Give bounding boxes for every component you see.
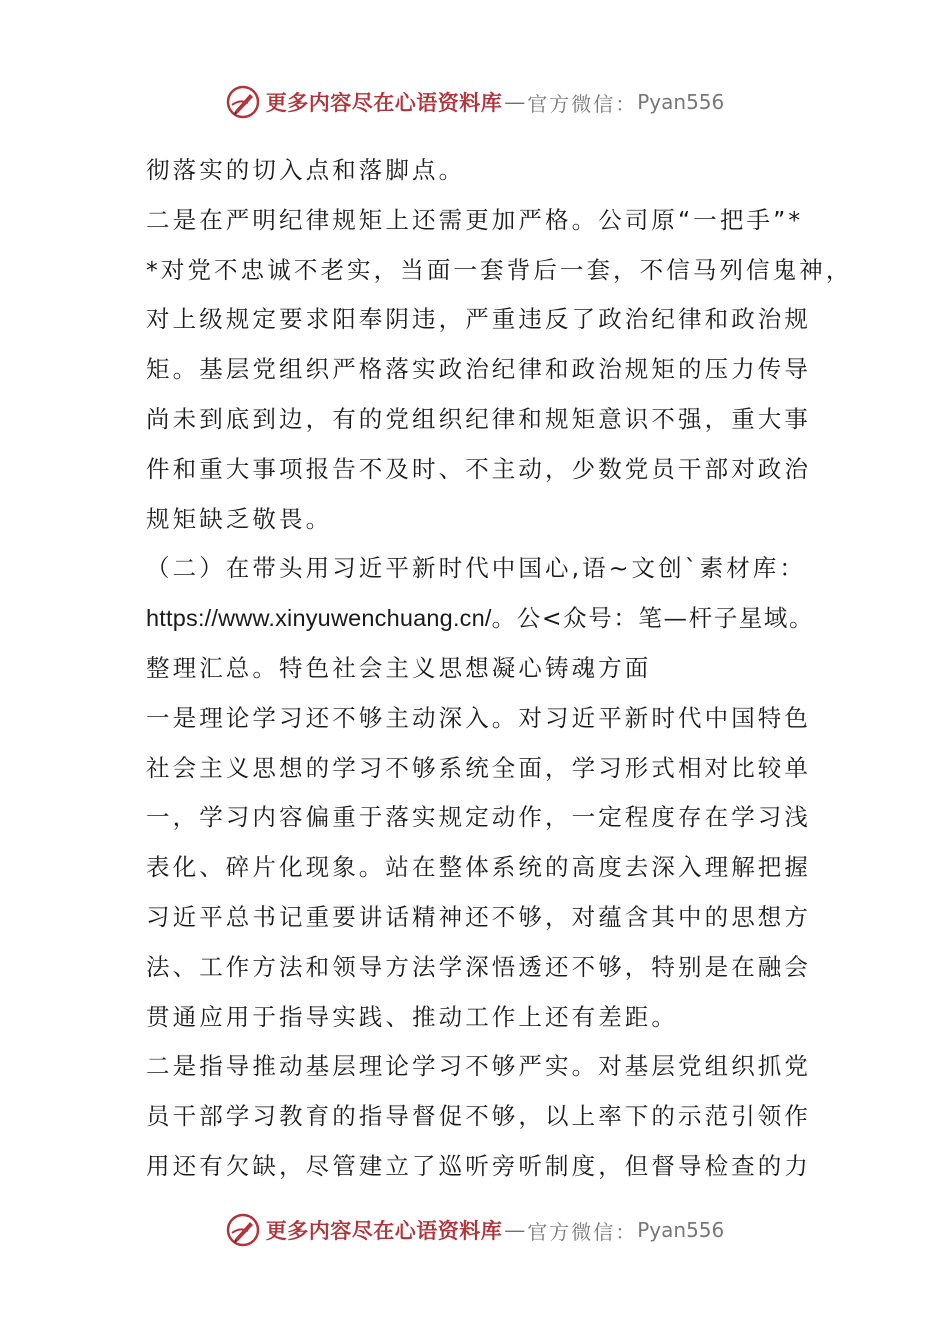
body-line: 贯通应用于指导实践、推动工作上还有差距。	[146, 1002, 678, 1031]
body-line: 习近平总书记重要讲话精神还不够，对蕴含其中的思想方	[146, 902, 811, 931]
pen-logo-icon	[226, 85, 260, 119]
footer-banner	[0, 1210, 950, 1250]
body-line: 员干部学习教育的指导督促不够，以上率下的示范引领作	[146, 1102, 811, 1131]
body-line: 件和重大事项报告不及时、不主动，少数党员干部对政治	[146, 454, 811, 483]
banner-wechat-id: Pyan556	[637, 1218, 725, 1242]
body-line: 二是在严明纪律规矩上还需更加严格。公司原“一把手”*	[146, 205, 804, 234]
body-line: 二是指导推动基层理论学习不够严实。对基层党组织抓党	[146, 1052, 811, 1081]
body-line: 用还有欠缺，尽管建立了巡听旁听制度，但督导检查的力	[146, 1151, 811, 1180]
body-line: 彻落实的切入点和落脚点。	[146, 156, 466, 184]
website-url: https://www.xinyuwenchuang.cn/	[146, 605, 492, 632]
banner-title: 更多内容尽在心语资料库	[265, 1218, 503, 1243]
body-line: 一，学习内容偏重于落实规定动作，一定程度存在学习浅	[146, 803, 811, 832]
body-line: 规矩缺乏敬畏。	[146, 504, 333, 533]
url-line	[146, 594, 826, 644]
body-line: 一是理论学习还不够主动深入。对习近平新时代中国特色	[146, 703, 811, 732]
body-line: 对上级规定要求阳奉阴违，严重违反了政治纪律和政治规	[146, 305, 811, 334]
body-line: 表化、碎片化现象。站在整体系统的高度去深入理解把握	[146, 853, 811, 882]
body-line: 矩。基层党组织严格落实政治纪律和政治规矩的压力传导	[146, 355, 811, 384]
banner-title: 更多内容尽在心语资料库	[265, 90, 503, 115]
pen-logo-icon	[226, 1213, 260, 1247]
banner-subtitle: 官方微信：	[527, 91, 638, 116]
body-line: 社会主义思想的学习不够系统全面，学习形式相对比较单	[146, 753, 811, 782]
body-line: 法、工作方法和领导方法学深悟透还不够，特别是在融会	[146, 952, 811, 981]
header-banner	[0, 82, 950, 122]
banner-dash: —	[504, 1218, 526, 1242]
body-line: *对党不忠诚不老实，当面一套背后一套，不信马列信鬼神，	[146, 255, 853, 284]
document-body	[146, 146, 853, 1192]
body-line: 尚未到底到边，有的党组织纪律和规矩意识不强，重大事	[146, 404, 811, 433]
banner-wechat-id: Pyan556	[637, 90, 725, 114]
body-line: 整理汇总。特色社会主义思想凝心铸魂方面	[146, 653, 652, 682]
section-heading: （二）在带头用习近平新时代中国心,语~文创`素材库：	[146, 554, 807, 583]
url-line-rest: 。公<众号：笔—杆子星域。	[491, 604, 815, 633]
banner-dash: —	[504, 90, 526, 114]
banner-subtitle: 官方微信：	[527, 1219, 638, 1244]
